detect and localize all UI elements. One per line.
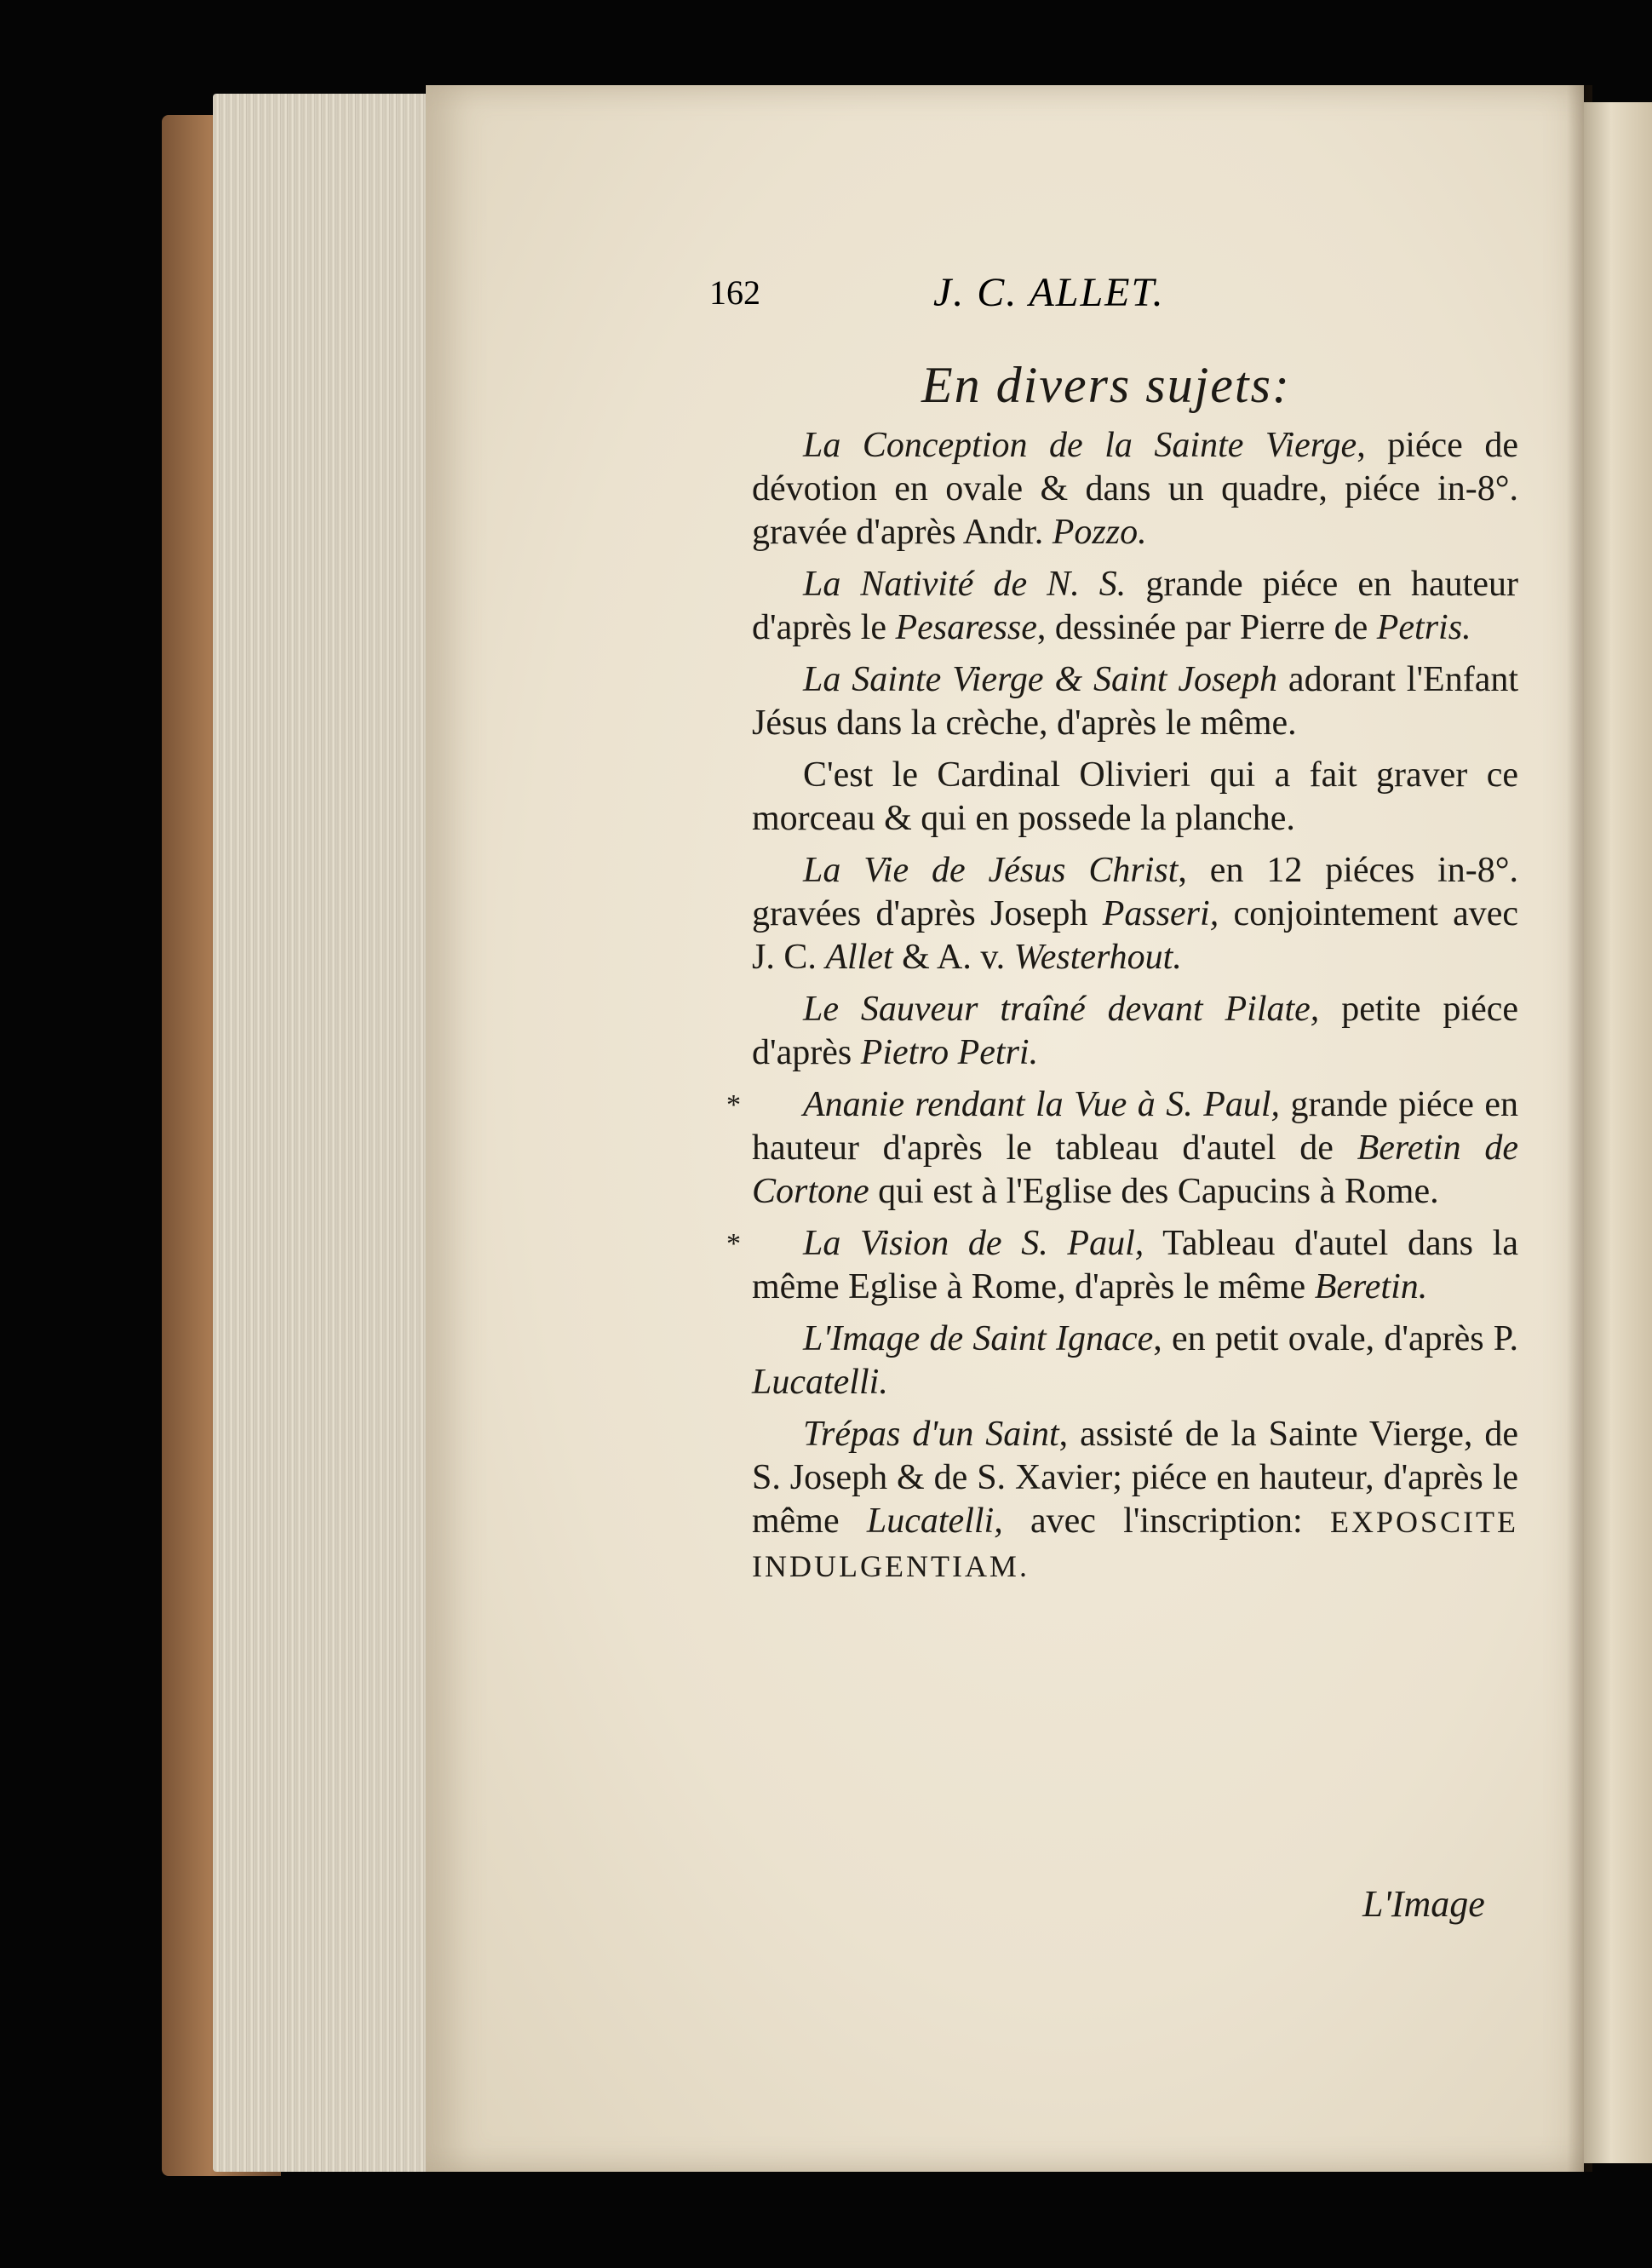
entry: C'est le Cardinal Olivieri qui a fait graver ce morceau & qui en possede la planche. (752, 755, 1518, 838)
entry: * Ananie rendant la Vue à S. Paul, grande piéce en hauteur d'après le tableau d'autel de Beretin de Cortone qui est à l'Eglise des Capucins à Rome. (726, 1085, 1518, 1211)
entry: Le Sauveur traîné devant Pilate, petite piéce d'après Pietro Petri. (752, 990, 1518, 1072)
entry: La Nativité de N. S. grande piéce en hauteur d'après le Pesaresse, dessinée par Pierre de Petris. (752, 565, 1518, 647)
entry: La Vie de Jésus Christ, en 12 piéces in-8°. gravées d'après Joseph Passeri, conjointement avec J. C. Allet & A. v. Westerhout. (752, 851, 1518, 977)
entry: * La Vision de S. Paul, Tableau d'autel dans la même Eglise à Rome, d'après le même Beretin. (726, 1224, 1518, 1306)
page-number: 162 (709, 273, 760, 312)
entry: L'Image de Saint Ignace, en petit ovale, d'après P. Lucatelli. (752, 1319, 1518, 1402)
entry: Trépas d'un Saint, assisté de la Sainte Vierge, de S. Joseph & de S. Xavier; piéce en hauteur, d'après le même Lucatelli, avec l'inscription: EXPOSCITE INDULGENTIAM. (752, 1415, 1518, 1583)
entry-list (726, 424, 1518, 1597)
page-edges (213, 94, 434, 2172)
running-title: J. C. ALLET. (933, 270, 1165, 315)
catchword: L'Image (1362, 1883, 1485, 1925)
running-head (709, 270, 1271, 324)
section-title: En divers sujets: (921, 357, 1291, 413)
entry: La Sainte Vierge & Saint Joseph adorant l'Enfant Jésus dans la crèche, d'après le même. (752, 660, 1518, 743)
next-page-edge (1584, 102, 1652, 2163)
entry: La Conception de la Sainte Vierge, piéce de dévotion en ovale & dans un quadre, piéce in-8°. gravée d'après Andr. Pozzo. (752, 426, 1518, 552)
asterisk-icon: * (726, 1228, 741, 1260)
asterisk-icon: * (726, 1089, 741, 1121)
